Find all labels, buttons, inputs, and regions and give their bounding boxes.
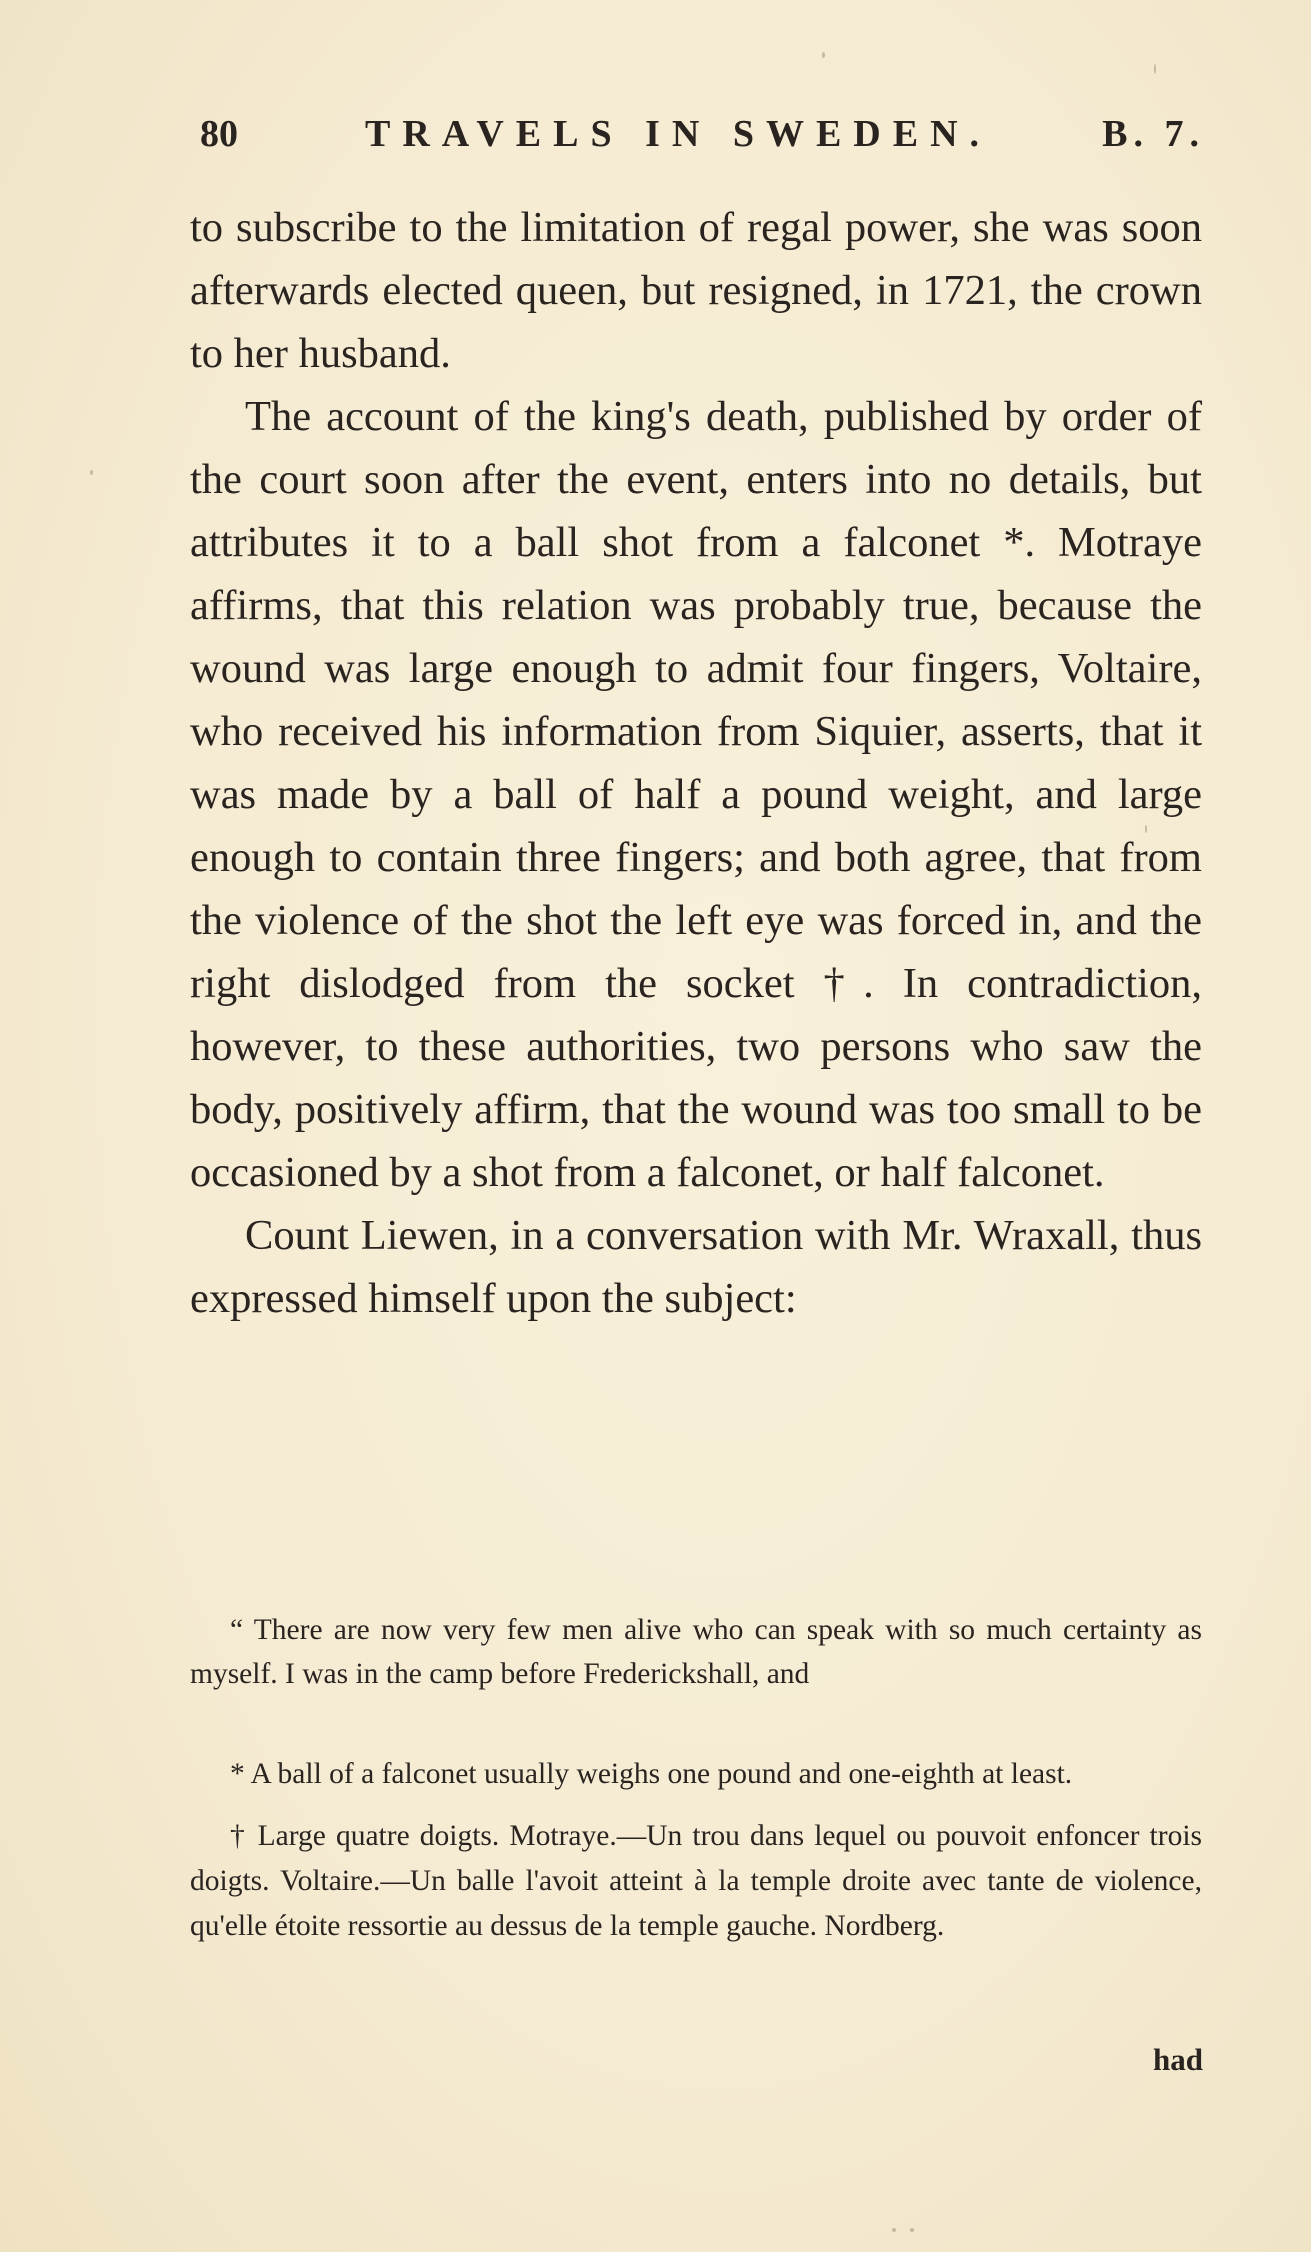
footnote: † Large quatre doigts. Motraye.—Un trou dans lequel ou pouvoit enfoncer trois doigts. Voltaire.—Un balle l'avoit atteint à la temple droite avec tante de violence, qu'elle étoite ressortie au dessus de la temple gauche. Nordberg. [190, 1820, 1202, 1942]
block-quote [190, 1608, 1202, 1696]
paper-speck [822, 52, 825, 58]
running-title: TRAVELS IN SWEDEN. [365, 113, 992, 155]
paragraph: The account of the king's death, published by order of the court soon after the event, enters into no details, but attributes it to a ball shot from a falconet *. Motraye affirms, that this relation was probably true, because the wound was large enough to admit four fingers, Voltaire, who received his information from Siquier, asserts, that it was made by a ball of half a pound weight, and large enough to contain three fingers; and both agree, that from the violence of the shot the left eye was forced in, and the right dislodged from the socket †. In contradiction, however, to these authorities, two persons who saw the body, positively affirm, that the wound was too small to be occasioned by a shot from a falconet, or half falconet. [190, 393, 1202, 1196]
page-number: 80 [200, 113, 238, 155]
paper-speck [90, 470, 93, 475]
running-header [200, 112, 1205, 172]
catchword: had [1153, 2042, 1203, 2077]
paper-speck [1154, 64, 1156, 74]
quote-text: “ There are now very few men alive who can speak with so much certainty as myself. I was in the camp before Frederickshall, and [190, 1614, 1202, 1690]
footnotes [190, 1752, 1202, 1966]
footnote: * A ball of a falconet usually weighs one pound and one-eighth at least. [230, 1758, 1073, 1790]
paper-speck [1145, 825, 1147, 833]
paragraph: Count Liewen, in a conversation with Mr. Wraxall, thus expressed himself upon the subject: [190, 1212, 1202, 1322]
paragraph: to subscribe to the limitation of regal power, she was soon afterwards elected queen, but resigned, in 1721, the crown to her husband. [190, 204, 1202, 377]
paper-speck [910, 2228, 914, 2232]
paper-speck [892, 2228, 896, 2232]
body-text [190, 196, 1202, 1330]
book-number: B. 7. [1102, 113, 1205, 155]
